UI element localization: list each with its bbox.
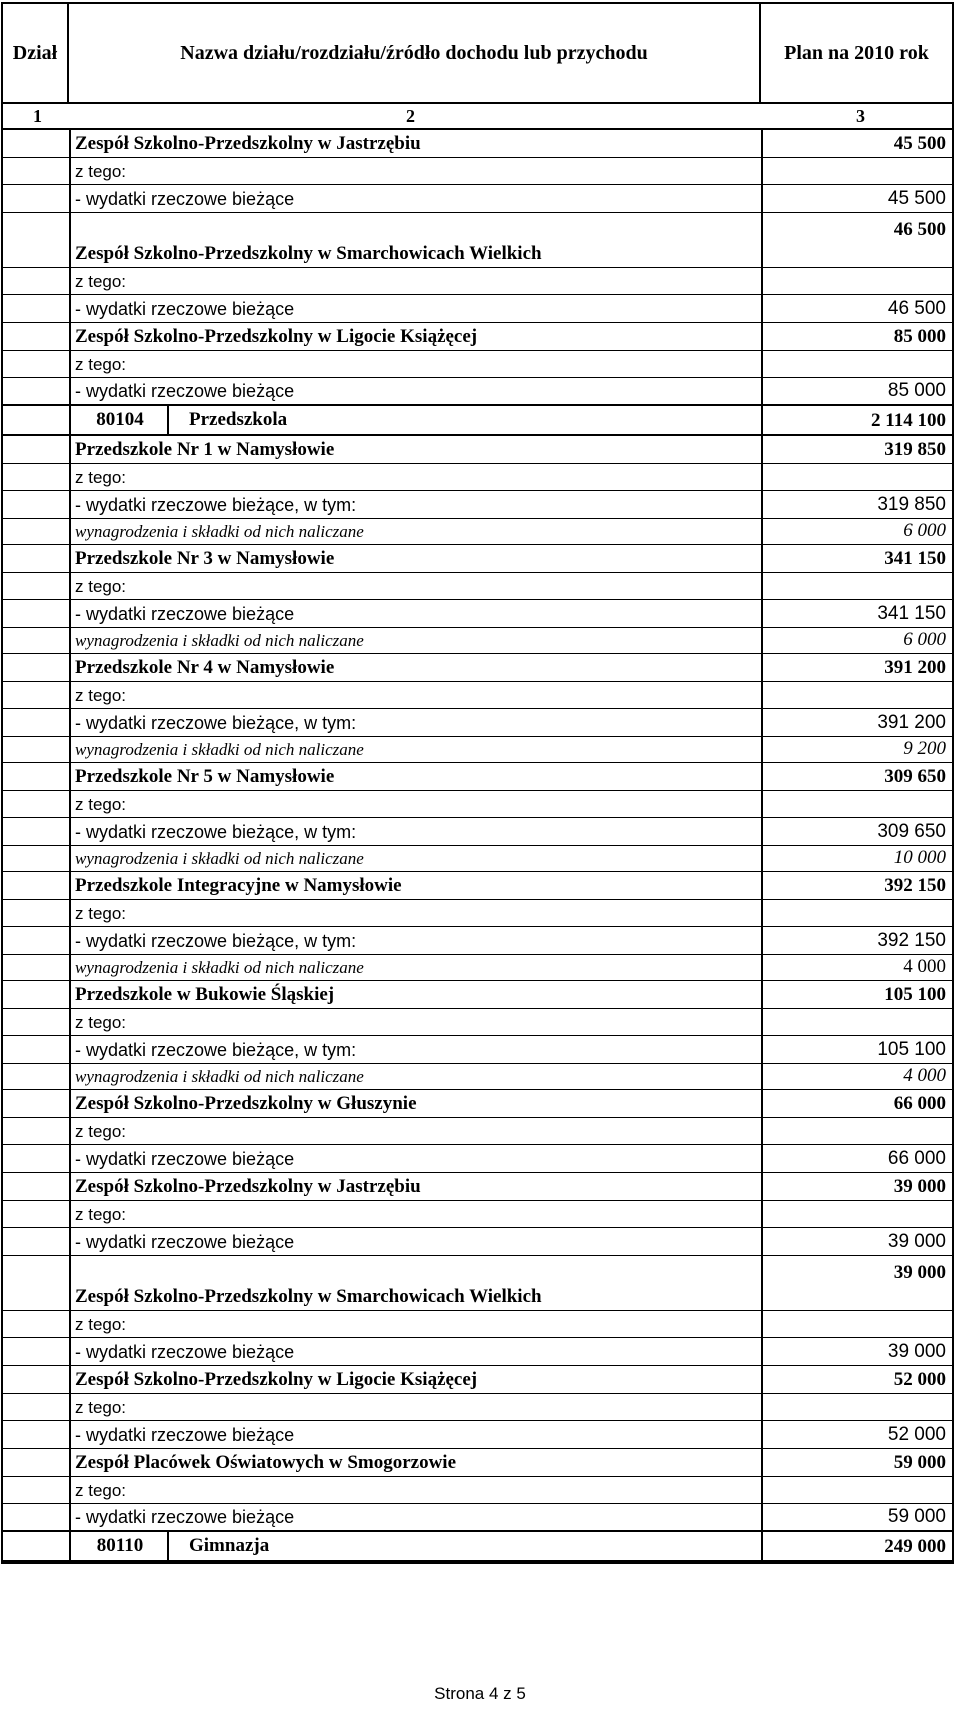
plan-value: 66 000 <box>887 1148 946 1169</box>
table-row <box>3 818 952 846</box>
table-row <box>3 1009 952 1036</box>
dzial-cell <box>3 1338 71 1365</box>
dzial-cell <box>3 1421 71 1448</box>
dzial-cell <box>3 519 71 544</box>
dzial-cell <box>3 158 71 184</box>
column-divider <box>761 1036 763 1063</box>
unit-label: Przedszkole w Bukowie Śląskiej <box>75 984 335 1005</box>
plan-value: 6 000 <box>903 520 946 541</box>
dzial-cell <box>3 628 71 653</box>
header-dzial: Dział <box>3 4 69 102</box>
dzial-cell <box>3 1064 71 1089</box>
ztego-label: z tego: <box>75 468 127 487</box>
dzial-cell <box>3 130 71 157</box>
column-divider <box>761 1256 763 1310</box>
dzial-cell <box>3 709 71 736</box>
dzial-cell <box>3 872 71 899</box>
budget-table <box>1 2 954 1564</box>
plan-value: 45 500 <box>893 133 946 154</box>
cost-label: - wydatki rzeczowe bieżące <box>75 1425 295 1445</box>
column-divider <box>761 1173 763 1200</box>
ztego-label: z tego: <box>75 1013 127 1032</box>
table-row <box>3 436 952 464</box>
unit-label: Przedszkole Nr 3 w Namysłowie <box>75 548 335 569</box>
dzial-cell <box>3 1366 71 1393</box>
table-row <box>3 378 952 406</box>
plan-value: 85 000 <box>887 380 946 401</box>
dzial-cell <box>3 491 71 518</box>
unit-label: Zespół Szkolno-Przedszkolny w Ligocie Książęcej <box>75 326 478 347</box>
plan-value: 59 000 <box>893 1452 946 1473</box>
column-divider <box>761 158 763 184</box>
column-divider <box>761 1090 763 1117</box>
table-row <box>3 1421 952 1449</box>
table-row <box>3 900 952 927</box>
ztego-label: z tego: <box>75 904 127 923</box>
column-divider <box>761 709 763 736</box>
unit-label: Przedszkole Nr 5 w Namysłowie <box>75 766 335 787</box>
plan-value: 39 000 <box>893 1176 946 1197</box>
unit-label: Przedszkole Nr 4 w Namysłowie <box>75 657 335 678</box>
table-row <box>3 1090 952 1118</box>
cost-label: - wydatki rzeczowe bieżące, w tym: <box>75 495 357 515</box>
page-footer: Strona 4 z 5 <box>434 1684 526 1703</box>
column-divider <box>761 406 763 434</box>
dzial-cell <box>3 545 71 572</box>
ztego-label: z tego: <box>75 1481 127 1500</box>
ztego-label: z tego: <box>75 162 127 181</box>
ztego-label: z tego: <box>75 355 127 374</box>
table-row <box>3 519 952 545</box>
dzial-cell <box>3 1532 71 1560</box>
section-row <box>3 1532 952 1562</box>
table-row <box>3 1145 952 1173</box>
table-row <box>3 268 952 295</box>
section-code: 80110 <box>73 1532 169 1560</box>
dzial-cell <box>3 323 71 350</box>
cost-label: - wydatki rzeczowe bieżące, w tym: <box>75 713 357 733</box>
dzial-cell <box>3 927 71 954</box>
table-row <box>3 1504 952 1532</box>
table-row <box>3 1449 952 1477</box>
unit-label: Zespół Szkolno-Przedszkolny w Głuszynie <box>75 1093 417 1114</box>
column-divider <box>761 955 763 980</box>
table-row <box>3 628 952 654</box>
column-number-2: 2 <box>406 106 415 126</box>
table-row <box>3 927 952 955</box>
table-row <box>3 791 952 818</box>
column-divider <box>761 846 763 871</box>
dzial-cell <box>3 436 71 463</box>
table-row <box>3 600 952 628</box>
column-divider <box>761 545 763 572</box>
dzial-cell <box>3 1036 71 1063</box>
column-divider <box>761 323 763 350</box>
unit-label: Przedszkole Nr 1 w Namysłowie <box>75 439 335 460</box>
dzial-cell <box>3 295 71 322</box>
table-row <box>3 351 952 378</box>
column-divider <box>761 654 763 681</box>
column-divider <box>761 900 763 926</box>
cost-label: - wydatki rzeczowe bieżące <box>75 381 295 401</box>
column-divider <box>761 519 763 544</box>
table-body <box>3 130 952 1562</box>
column-divider <box>761 682 763 708</box>
column-divider <box>761 573 763 599</box>
table-row <box>3 682 952 709</box>
unit-label: Zespół Szkolno-Przedszkolny w Jastrzębiu <box>75 1176 421 1197</box>
table-row <box>3 872 952 900</box>
plan-value: 45 500 <box>887 188 946 209</box>
plan-value: 46 500 <box>887 298 946 319</box>
ztego-label: z tego: <box>75 1122 127 1141</box>
plan-value: 392 150 <box>884 875 946 896</box>
ztego-label: z tego: <box>75 1398 127 1417</box>
plan-value: 4 000 <box>903 1065 946 1086</box>
table-row <box>3 130 952 158</box>
column-divider <box>761 1477 763 1503</box>
table-header <box>3 4 952 104</box>
dzial-cell <box>3 1311 71 1337</box>
dzial-cell <box>3 1228 71 1255</box>
plan-value: 85 000 <box>893 326 946 347</box>
column-divider <box>761 1532 763 1560</box>
plan-value: 2 114 100 <box>871 410 946 431</box>
column-divider <box>761 1366 763 1393</box>
plan-value: 319 850 <box>884 439 946 460</box>
plan-value: 391 200 <box>877 712 946 733</box>
plan-value: 105 100 <box>877 1039 946 1060</box>
header-plan: Plan na 2010 rok <box>784 41 929 64</box>
plan-value: 309 650 <box>884 766 946 787</box>
unit-label: Zespół Szkolno-Przedszkolny w Smarchowicach Wielkich <box>75 243 542 264</box>
dzial-cell <box>3 1477 71 1503</box>
column-divider <box>761 213 763 267</box>
column-divider <box>761 1201 763 1227</box>
plan-value: 319 850 <box>877 494 946 515</box>
ztego-label: z tego: <box>75 272 127 291</box>
wyn-label: wynagrodzenia i składki od nich naliczane <box>75 740 364 759</box>
header-nazwa: Nazwa działu/rozdziału/źródło dochodu lub przychodu <box>69 4 761 102</box>
table-row <box>3 185 952 213</box>
table-row <box>3 573 952 600</box>
table-row <box>3 464 952 491</box>
unit-label: Zespół Placówek Oświatowych w Smogorzowie <box>75 1452 457 1473</box>
dzial-cell <box>3 763 71 790</box>
unit-label: Zespół Szkolno-Przedszkolny w Ligocie Książęcej <box>75 1369 478 1390</box>
column-divider <box>761 1338 763 1365</box>
column-divider <box>761 1311 763 1337</box>
column-divider <box>761 464 763 490</box>
cost-label: - wydatki rzeczowe bieżące <box>75 1507 295 1527</box>
dzial-cell <box>3 737 71 762</box>
dzial-cell <box>3 846 71 871</box>
plan-value: 309 650 <box>877 821 946 842</box>
ztego-label: z tego: <box>75 686 127 705</box>
table-row <box>3 1256 952 1311</box>
column-divider <box>761 491 763 518</box>
plan-value: 52 000 <box>893 1369 946 1390</box>
plan-value: 6 000 <box>903 629 946 650</box>
table-row <box>3 1118 952 1145</box>
plan-value: 39 000 <box>887 1231 946 1252</box>
section-code: 80104 <box>73 406 169 434</box>
column-divider <box>761 295 763 322</box>
column-divider <box>761 185 763 212</box>
plan-value: 391 200 <box>884 657 946 678</box>
dzial-cell <box>3 981 71 1008</box>
table-row <box>3 846 952 872</box>
dzial-cell <box>3 1256 71 1310</box>
column-divider <box>761 818 763 845</box>
plan-value: 10 000 <box>893 847 946 868</box>
table-row <box>3 491 952 519</box>
plan-value: 4 000 <box>903 956 946 977</box>
plan-value: 392 150 <box>877 930 946 951</box>
column-number-row <box>3 104 952 130</box>
table-row <box>3 1173 952 1201</box>
table-row <box>3 323 952 351</box>
column-divider <box>761 628 763 653</box>
table-row <box>3 1228 952 1256</box>
dzial-cell <box>3 1009 71 1035</box>
table-row <box>3 1036 952 1064</box>
plan-value: 39 000 <box>887 1341 946 1362</box>
table-row <box>3 1201 952 1228</box>
table-row <box>3 1064 952 1090</box>
plan-value: 249 000 <box>884 1536 946 1557</box>
column-divider <box>761 981 763 1008</box>
table-row <box>3 654 952 682</box>
section-name: Gimnazja <box>189 1535 270 1556</box>
table-row <box>3 1366 952 1394</box>
dzial-cell <box>3 955 71 980</box>
plan-value: 9 200 <box>903 738 946 759</box>
column-divider <box>761 351 763 377</box>
ztego-label: z tego: <box>75 1205 127 1224</box>
column-divider <box>761 1064 763 1089</box>
column-divider <box>761 1394 763 1420</box>
wyn-label: wynagrodzenia i składki od nich naliczane <box>75 1067 364 1086</box>
table-row <box>3 709 952 737</box>
dzial-cell <box>3 1118 71 1144</box>
column-divider <box>761 1504 763 1530</box>
dzial-cell <box>3 791 71 817</box>
table-row <box>3 213 952 268</box>
table-row <box>3 1311 952 1338</box>
dzial-cell <box>3 818 71 845</box>
dzial-cell <box>3 900 71 926</box>
table-row <box>3 158 952 185</box>
column-divider <box>761 130 763 157</box>
column-divider <box>761 1228 763 1255</box>
column-divider <box>761 1009 763 1035</box>
section-name: Przedszkola <box>189 409 288 430</box>
plan-value: 66 000 <box>893 1093 946 1114</box>
unit-label: Zespół Szkolno-Przedszkolny w Smarchowicach Wielkich <box>75 1286 542 1307</box>
dzial-cell <box>3 1173 71 1200</box>
column-divider <box>761 378 763 404</box>
table-row <box>3 981 952 1009</box>
table-row <box>3 545 952 573</box>
dzial-cell <box>3 1449 71 1476</box>
plan-value: 59 000 <box>887 1506 946 1527</box>
dzial-cell <box>3 378 71 404</box>
section-row <box>3 406 952 436</box>
cost-label: - wydatki rzeczowe bieżące <box>75 1232 295 1252</box>
table-row <box>3 1394 952 1421</box>
wyn-label: wynagrodzenia i składki od nich naliczane <box>75 958 364 977</box>
cost-label: - wydatki rzeczowe bieżące <box>75 299 295 319</box>
column-divider <box>761 1449 763 1476</box>
ztego-label: z tego: <box>75 577 127 596</box>
dzial-cell <box>3 1090 71 1117</box>
column-divider <box>761 791 763 817</box>
column-divider <box>761 436 763 463</box>
cost-label: - wydatki rzeczowe bieżące <box>75 1149 295 1169</box>
column-divider <box>761 927 763 954</box>
dzial-cell <box>3 573 71 599</box>
dzial-cell <box>3 682 71 708</box>
column-divider <box>761 600 763 627</box>
dzial-cell <box>3 1201 71 1227</box>
wyn-label: wynagrodzenia i składki od nich naliczane <box>75 631 364 650</box>
cost-label: - wydatki rzeczowe bieżące <box>75 189 295 209</box>
unit-label: Zespół Szkolno-Przedszkolny w Jastrzębiu <box>75 133 421 154</box>
table-row <box>3 763 952 791</box>
dzial-cell <box>3 213 71 267</box>
column-divider <box>761 1145 763 1172</box>
wyn-label: wynagrodzenia i składki od nich naliczane <box>75 849 364 868</box>
dzial-cell <box>3 464 71 490</box>
cost-label: - wydatki rzeczowe bieżące, w tym: <box>75 822 357 842</box>
plan-value: 341 150 <box>884 548 946 569</box>
wyn-label: wynagrodzenia i składki od nich naliczane <box>75 522 364 541</box>
dzial-cell <box>3 351 71 377</box>
unit-label: Przedszkole Integracyjne w Namysłowie <box>75 875 402 896</box>
dzial-cell <box>3 185 71 212</box>
ztego-label: z tego: <box>75 795 127 814</box>
column-divider <box>761 268 763 294</box>
table-row <box>3 295 952 323</box>
cost-label: - wydatki rzeczowe bieżące <box>75 1342 295 1362</box>
cost-label: - wydatki rzeczowe bieżące <box>75 604 295 624</box>
plan-value: 46 500 <box>893 219 946 240</box>
column-divider <box>761 872 763 899</box>
dzial-cell <box>3 600 71 627</box>
dzial-cell <box>3 1394 71 1420</box>
table-row <box>3 1338 952 1366</box>
column-divider <box>761 737 763 762</box>
table-row <box>3 737 952 763</box>
plan-value: 52 000 <box>887 1424 946 1445</box>
table-row <box>3 955 952 981</box>
column-divider <box>761 1421 763 1448</box>
dzial-cell <box>3 1504 71 1530</box>
dzial-cell <box>3 406 71 434</box>
column-number-1: 1 <box>33 106 42 126</box>
cost-label: - wydatki rzeczowe bieżące, w tym: <box>75 931 357 951</box>
column-divider <box>761 1118 763 1144</box>
dzial-cell <box>3 1145 71 1172</box>
plan-value: 105 100 <box>884 984 946 1005</box>
plan-value: 341 150 <box>877 603 946 624</box>
column-divider <box>761 763 763 790</box>
plan-value: 39 000 <box>893 1262 946 1283</box>
dzial-cell <box>3 268 71 294</box>
column-number-3: 3 <box>856 106 865 126</box>
dzial-cell <box>3 654 71 681</box>
table-row <box>3 1477 952 1504</box>
ztego-label: z tego: <box>75 1315 127 1334</box>
cost-label: - wydatki rzeczowe bieżące, w tym: <box>75 1040 357 1060</box>
